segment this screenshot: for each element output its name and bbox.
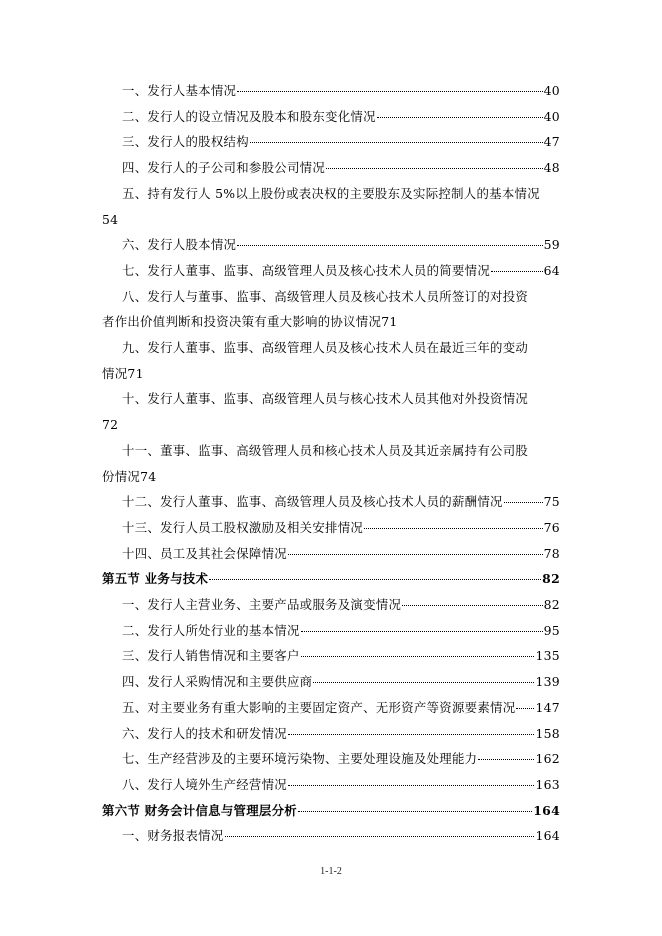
toc-entry-title: 八、发行人境外生产经营情况 bbox=[122, 776, 287, 792]
toc-entry-page: 164 bbox=[535, 828, 560, 844]
toc-section-title: 第六节 财务会计信息与管理层分析 bbox=[102, 802, 297, 818]
page-number-footer: 1-1-2 bbox=[320, 866, 342, 877]
toc-entry-page: 54 bbox=[102, 211, 119, 227]
toc-leader bbox=[326, 168, 543, 169]
toc-entry-title: 十一、董事、监事、高级管理人员和核心技术人员及其近亲属持有公司股 bbox=[122, 442, 529, 458]
toc-leader bbox=[491, 271, 543, 272]
toc-leader bbox=[301, 656, 535, 657]
toc-entry[interactable] bbox=[102, 386, 560, 437]
toc-entry-title-cont: 情况 bbox=[102, 365, 128, 381]
toc-entry-title: 五、对主要业务有重大影响的主要固定资产、无形资产等资源要素情况 bbox=[122, 699, 516, 715]
toc-entry-title: 四、发行人的子公司和参股公司情况 bbox=[122, 160, 326, 176]
toc-entry[interactable] bbox=[102, 669, 560, 695]
toc-entry-title: 七、发行人董事、监事、高级管理人员及核心技术人员的简要情况 bbox=[122, 262, 491, 278]
toc-entry-page: 75 bbox=[543, 494, 560, 510]
toc-entry[interactable] bbox=[102, 618, 560, 644]
toc-entry[interactable] bbox=[102, 232, 560, 258]
toc-leader bbox=[250, 142, 543, 143]
toc-leader bbox=[504, 502, 543, 503]
toc-entry-page: 40 bbox=[543, 83, 560, 98]
toc-entry-title: 十三、发行人员工股权激励及相关安排情况 bbox=[122, 519, 364, 535]
toc-entry-page: 74 bbox=[140, 468, 157, 484]
toc-entry-page: 163 bbox=[535, 776, 560, 792]
toc-entry[interactable] bbox=[102, 515, 560, 541]
toc-entry[interactable] bbox=[102, 721, 560, 747]
toc-entry-page: 135 bbox=[535, 648, 560, 664]
toc-entry-page: 48 bbox=[543, 160, 560, 176]
toc-entry-page: 47 bbox=[543, 134, 560, 150]
toc-entry[interactable] bbox=[102, 284, 560, 335]
toc-leader bbox=[209, 579, 541, 580]
toc-entry-title-cont: 者作出价值判断和投资决策有重大影响的协议情况 bbox=[102, 314, 382, 330]
toc-entry-title: 十四、员工及其社会保障情况 bbox=[122, 545, 287, 561]
toc-entry-title: 九、发行人董事、监事、高级管理人员及核心技术人员在最近三年的变动 bbox=[122, 340, 529, 356]
toc-entry-title: 四、发行人采购情况和主要供应商 bbox=[122, 674, 313, 690]
toc-section-heading[interactable] bbox=[102, 566, 560, 592]
toc-entry[interactable] bbox=[102, 181, 560, 232]
toc-entry[interactable] bbox=[102, 823, 560, 849]
toc-leader bbox=[313, 682, 534, 683]
toc-leader bbox=[237, 245, 542, 246]
toc-leader bbox=[288, 785, 534, 786]
toc-entry-page: 162 bbox=[535, 751, 560, 767]
toc-leader bbox=[237, 91, 542, 92]
toc-entry-page: 95 bbox=[543, 622, 560, 638]
toc-section-title: 第五节 业务与技术 bbox=[102, 571, 209, 587]
toc-leader bbox=[402, 605, 542, 606]
toc-entry-title: 五、持有发行人 5%以上股份或表决权的主要股东及实际控制人的基本情况 bbox=[122, 185, 540, 201]
toc-entry[interactable] bbox=[102, 438, 560, 489]
toc-leader bbox=[364, 528, 543, 529]
toc-entry-title: 一、发行人基本情况 bbox=[122, 83, 237, 98]
toc-entry-title: 十、发行人董事、监事、高级管理人员与核心技术人员其他对外投资情况 bbox=[122, 391, 529, 407]
toc-entry-page: 139 bbox=[535, 674, 560, 690]
toc-entry-title: 二、发行人的设立情况及股本和股东变化情况 bbox=[122, 108, 376, 124]
toc-entry-title: 二、发行人所处行业的基本情况 bbox=[122, 622, 300, 638]
toc-leader bbox=[516, 708, 534, 709]
toc-section-page: 164 bbox=[533, 802, 560, 818]
toc-entry-title: 三、发行人销售情况和主要客户 bbox=[122, 648, 300, 664]
toc-leader bbox=[478, 759, 534, 760]
toc-leader bbox=[301, 631, 543, 632]
toc-entry-title: 六、发行人的技术和研发情况 bbox=[122, 725, 287, 741]
toc-entry-page: 72 bbox=[102, 417, 119, 433]
toc-entry-page: 64 bbox=[543, 262, 560, 278]
table-of-contents bbox=[102, 78, 560, 849]
toc-leader bbox=[377, 117, 543, 118]
toc-entry[interactable] bbox=[102, 592, 560, 618]
toc-entry[interactable] bbox=[102, 489, 560, 515]
toc-entry-title: 十二、发行人董事、监事、高级管理人员及核心技术人员的薪酬情况 bbox=[122, 494, 503, 510]
toc-entry[interactable] bbox=[102, 129, 560, 155]
toc-entry[interactable] bbox=[102, 335, 560, 386]
toc-entry[interactable] bbox=[102, 104, 560, 130]
toc-entry[interactable] bbox=[102, 541, 560, 567]
toc-entry[interactable] bbox=[102, 695, 560, 721]
toc-entry-title: 八、发行人与董事、监事、高级管理人员及核心技术人员所签订的对投资 bbox=[122, 288, 529, 304]
toc-section-heading[interactable] bbox=[102, 798, 560, 824]
toc-entry-page: 59 bbox=[543, 237, 560, 253]
toc-entry-title: 六、发行人股本情况 bbox=[122, 237, 237, 253]
toc-entry-title: 一、发行人主营业务、主要产品或服务及演变情况 bbox=[122, 597, 402, 613]
toc-entry[interactable] bbox=[102, 643, 560, 669]
toc-entry-page: 147 bbox=[535, 699, 560, 715]
toc-entry[interactable] bbox=[102, 78, 560, 104]
toc-leader bbox=[288, 734, 534, 735]
toc-entry-page: 76 bbox=[543, 519, 560, 535]
toc-section-page: 82 bbox=[542, 571, 560, 587]
toc-entry-page: 78 bbox=[543, 545, 560, 561]
toc-entry-title: 三、发行人的股权结构 bbox=[122, 134, 249, 150]
toc-leader bbox=[298, 811, 532, 812]
toc-entry-page: 71 bbox=[127, 365, 144, 381]
toc-leader bbox=[225, 836, 535, 837]
toc-entry[interactable] bbox=[102, 258, 560, 284]
toc-entry[interactable] bbox=[102, 746, 560, 772]
toc-entry-title-cont: 份情况 bbox=[102, 468, 141, 484]
toc-entry-title: 一、财务报表情况 bbox=[122, 828, 224, 844]
toc-entry-page: 158 bbox=[535, 725, 560, 741]
toc-entry-page: 82 bbox=[543, 597, 560, 613]
toc-leader bbox=[288, 554, 543, 555]
toc-entry-page: 71 bbox=[381, 314, 398, 330]
toc-entry[interactable] bbox=[102, 772, 560, 798]
toc-entry[interactable] bbox=[102, 155, 560, 181]
toc-entry-title: 七、生产经营涉及的主要环境污染物、主要处理设施及处理能力 bbox=[122, 751, 478, 767]
toc-entry-page: 40 bbox=[543, 108, 560, 124]
